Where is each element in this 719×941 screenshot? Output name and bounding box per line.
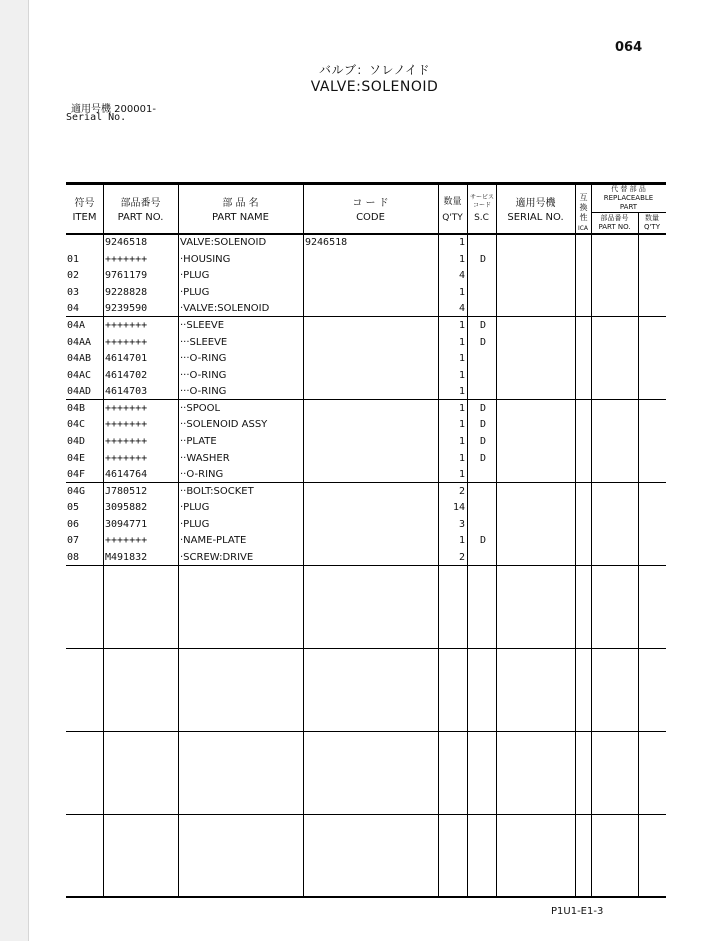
item-cell: 04A [67,320,86,331]
col-qty-header: Q'TY [442,213,463,223]
parts-catalog-page [28,0,719,941]
page-title-japanese: バルブ：ソレノイド [319,63,430,77]
col-replaceable-header: REPLACEABLE [603,194,654,202]
qty-cell: 14 [452,502,465,513]
page-title: VALVE:SOLENOID [310,79,439,95]
item-cell: 04B [67,403,86,414]
qty-cell: 1 [458,469,465,480]
service-code-cell: D [479,254,487,265]
part-number-cell: +++++++ [105,337,148,348]
qty-cell: 1 [458,419,465,430]
group-divider [66,565,666,566]
col-sc-header: S.C [474,213,489,223]
item-cell: 04G [67,486,86,497]
part-name-cell: ··BOLT:SOCKET [180,486,254,497]
qty-cell: 1 [458,287,465,298]
col-repl-part-header: PART NO. [598,223,631,231]
col-repl-part-header-jp: 部品番号 [600,214,629,222]
part-name-cell: ·PLUG [180,287,210,298]
table-bottom-rule [66,896,666,898]
item-cell: 04F [67,469,86,480]
group-divider [66,482,666,483]
item-cell: 04AC [67,370,92,381]
col-name-header: PART NAME [211,212,269,223]
col-code-header-jp: コ ー ド [352,198,389,209]
column-rule [303,185,304,896]
part-number-cell: +++++++ [105,320,148,331]
part-name-cell: ···SLEEVE [180,337,228,348]
part-number-cell: J780512 [105,486,148,497]
header-bottom-rule [66,233,666,235]
col-part-header-jp: 部品番号 [120,198,161,209]
serial-range-japanese: 適用号機 200001- [71,104,156,115]
col-replaceable-header-jp: 代 替 部 品 [611,185,646,193]
item-cell: 02 [67,270,80,281]
part-name-cell: ···O-RING [180,353,227,364]
qty-cell: 3 [458,519,465,530]
col-repl-qty-header-jp: 数量 [645,214,659,222]
part-number-cell: M491832 [105,552,148,563]
column-rule [638,213,639,896]
qty-cell: 1 [458,370,465,381]
item-cell: 06 [67,519,80,530]
col-qty-header-jp: 数量 [443,197,462,207]
service-code-cell: D [479,419,487,430]
part-number-cell: 9246518 [105,237,148,248]
qty-cell: 4 [458,270,465,281]
qty-cell: 1 [458,320,465,331]
part-number-cell: +++++++ [105,254,148,265]
part-name-cell: ·PLUG [180,519,210,530]
part-number-cell: 9228828 [105,287,148,298]
group-divider [66,316,666,317]
part-number-cell: 4614701 [105,353,148,364]
qty-cell: 1 [458,436,465,447]
column-rule [103,185,104,896]
part-name-cell: ·PLUG [180,270,210,281]
qty-cell: 1 [458,453,465,464]
part-number-cell: 3094771 [105,519,148,530]
part-number-cell: +++++++ [105,436,148,447]
item-cell: 03 [67,287,80,298]
col-ica-header-jp: 互換性 [579,193,588,222]
part-name-cell: ·PLUG [180,502,210,513]
service-code-cell: D [479,453,487,464]
part-name-cell: ·SCREW:DRIVE [180,552,254,563]
part-number-cell: 3095882 [105,502,148,513]
qty-cell: 1 [458,535,465,546]
part-name-cell: ·HOUSING [180,254,231,265]
col-serial-header: SERIAL NO. [507,212,564,223]
part-number-cell: 4614764 [105,469,148,480]
part-number-cell: +++++++ [105,419,148,430]
col-item-header: ITEM [72,212,97,223]
item-cell: 04D [67,436,86,447]
part-number-cell: +++++++ [105,535,148,546]
part-name-cell: ··SPOOL [180,403,221,414]
group-divider [66,399,666,400]
column-rule [178,185,179,896]
col-sc-header-jp: サービスコード [469,194,494,209]
page-number: 064 [615,40,643,55]
group-divider [66,814,666,815]
part-number-cell: +++++++ [105,403,148,414]
part-name-cell: ·NAME-PLATE [180,535,247,546]
footer-page-code: P1U1-E1-3 [551,906,604,917]
part-name-cell: ··WASHER [180,453,230,464]
part-number-cell: 9761179 [105,270,148,281]
qty-cell: 2 [458,486,465,497]
col-serial-header-jp: 適用号機 [515,198,556,209]
part-name-cell: ···O-RING [180,386,227,397]
part-name-cell: VALVE:SOLENOID [180,237,267,248]
part-name-cell: ·VALVE:SOLENOID [180,303,270,314]
col-ica-header: ICA [577,225,589,232]
item-cell: 01 [67,254,80,265]
group-divider [66,648,666,649]
qty-cell: 1 [458,237,465,248]
item-cell: 04AD [67,386,92,397]
service-code-cell: D [479,535,487,546]
table-top-rule [66,182,666,185]
group-divider [66,731,666,732]
serial-label: Serial No. [66,112,127,123]
qty-cell: 2 [458,552,465,563]
column-rule [575,185,576,896]
part-name-cell: ··SOLENOID ASSY [180,419,268,430]
qty-cell: 1 [458,386,465,397]
item-cell: 05 [67,502,80,513]
item-cell: 07 [67,535,80,546]
service-code-cell: D [479,436,487,447]
item-cell: 04AA [67,337,92,348]
part-number-cell: 9239590 [105,303,148,314]
item-cell: 04AB [67,353,92,364]
col-item-header-jp: 符号 [74,198,95,209]
qty-cell: 4 [458,303,465,314]
column-rule [467,185,468,896]
code-cell: 9246518 [305,237,348,248]
column-rule [591,185,592,896]
col-repl-qty-header: Q'TY [644,223,660,231]
col-name-header-jp: 部 品 名 [222,198,259,209]
service-code-cell: D [479,337,487,348]
item-cell: 04C [67,419,86,430]
replaceable-subheader-rule [591,212,666,213]
part-number-cell: 4614702 [105,370,148,381]
part-number-cell: 4614703 [105,386,148,397]
service-code-cell: D [479,403,487,414]
qty-cell: 1 [458,403,465,414]
item-cell: 04 [67,303,80,314]
col-part-header: PART NO. [117,212,164,223]
part-name-cell: ···O-RING [180,370,227,381]
part-name-cell: ··O-RING [180,469,224,480]
part-name-cell: ··PLATE [180,436,217,447]
part-name-cell: ··SLEEVE [180,320,225,331]
qty-cell: 1 [458,353,465,364]
part-number-cell: +++++++ [105,453,148,464]
col-replaceable-header-part: PART [619,203,638,211]
col-code-header: CODE [356,212,385,223]
item-cell: 08 [67,552,80,563]
qty-cell: 1 [458,254,465,265]
qty-cell: 1 [458,337,465,348]
service-code-cell: D [479,320,487,331]
item-cell: 04E [67,453,86,464]
